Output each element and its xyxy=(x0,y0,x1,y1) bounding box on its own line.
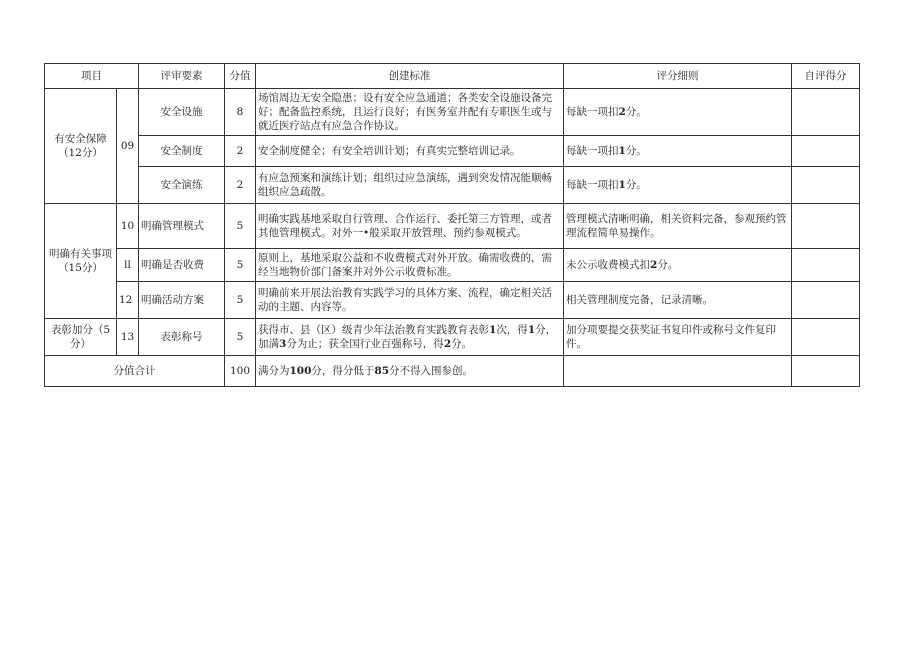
scoring-table xyxy=(44,63,860,387)
self-score-cell[interactable] xyxy=(792,204,860,249)
standard-cell: 明确实践基地采取自行管理、合作运行、委托第三方管理，或者其他管理模式。对外一•般采取开放管理、预约参观模式。 xyxy=(256,204,564,249)
score-cell: 2 xyxy=(225,136,256,167)
total-row xyxy=(45,356,860,387)
standard-number: 1 xyxy=(527,324,536,336)
item-number: 13 xyxy=(117,319,139,356)
self-score-cell[interactable] xyxy=(792,319,860,356)
detail-text: 分。 xyxy=(657,259,679,271)
total-detail xyxy=(564,356,792,387)
element-cell: 明确管理模式 xyxy=(139,204,225,249)
detail-text: 每缺一项扣 xyxy=(566,106,619,118)
total-score: 100 xyxy=(225,356,256,387)
self-score-cell[interactable] xyxy=(792,89,860,136)
element-cell: 安全制度 xyxy=(139,136,225,167)
standard-text: 次，得 xyxy=(496,324,528,336)
header-standard: 创建标准 xyxy=(256,64,564,89)
header-item: 项目 xyxy=(45,64,139,89)
total-standard xyxy=(256,356,564,387)
standard-text: 分，加满 xyxy=(258,324,557,350)
group-bonus: 表彰加分（5分） xyxy=(45,319,117,356)
table-row xyxy=(45,249,860,282)
standard-text: 分不得入围参创。 xyxy=(389,365,474,377)
detail-cell: 加分项要提交获奖证书复印件或称号文件复印件。 xyxy=(564,319,792,356)
detail-cell xyxy=(564,136,792,167)
group-matters: 明确有关事项（15分） xyxy=(45,204,117,319)
table-row xyxy=(45,204,860,249)
self-score-cell[interactable] xyxy=(792,249,860,282)
score-cell: 5 xyxy=(225,319,256,356)
table-row xyxy=(45,136,860,167)
self-score-cell[interactable] xyxy=(792,136,860,167)
standard-text: 满分为 xyxy=(258,365,290,377)
detail-text: 每缺一项扣 xyxy=(566,145,619,157)
score-cell: 5 xyxy=(225,282,256,319)
self-score-cell[interactable] xyxy=(792,356,860,387)
item-number: ll xyxy=(117,249,139,282)
element-cell: 明确是否收费 xyxy=(139,249,225,282)
standard-cell: 有应急预案和演练计划；组织过应急演练，遇到突发情况能顺畅组织应急疏散。 xyxy=(256,167,564,204)
standard-number: 85 xyxy=(374,365,390,377)
score-cell: 5 xyxy=(225,249,256,282)
detail-text: 未公示收费模式扣 xyxy=(566,259,650,271)
score-cell: 8 xyxy=(225,89,256,136)
element-cell: 安全设施 xyxy=(139,89,225,136)
detail-number: 1 xyxy=(618,145,626,157)
detail-number: 1 xyxy=(618,179,626,191)
detail-text: 分。 xyxy=(625,145,647,157)
total-label: 分值合计 xyxy=(45,356,225,387)
element-cell: 安全演练 xyxy=(139,167,225,204)
detail-cell: 管理模式清晰明确，相关资料完备，参观预约管理流程简单易操作。 xyxy=(564,204,792,249)
standard-cell: 原则上，基地采取公益和不收费模式对外开放。确需收费的，需经当地物价部门备案并对外公示收费标准。 xyxy=(256,249,564,282)
standard-cell: 安全制度健全；有安全培训计划；有真实完整培训记录。 xyxy=(256,136,564,167)
standard-number: 100 xyxy=(289,365,312,377)
item-number: 10 xyxy=(117,204,139,249)
item-number: 09 xyxy=(117,89,139,204)
standard-text: 获得市、县（区）级青少年法治教育实践教育表彰 xyxy=(258,324,489,336)
standard-text: 分为止；获全国行业百强称号，得 xyxy=(286,338,444,350)
element-cell: 明确活动方案 xyxy=(139,282,225,319)
item-number: 12 xyxy=(117,282,139,319)
detail-cell xyxy=(564,249,792,282)
self-score-cell[interactable] xyxy=(792,282,860,319)
standard-text: 分，得分低于 xyxy=(311,365,375,377)
self-score-cell[interactable] xyxy=(792,167,860,204)
table-row xyxy=(45,89,860,136)
detail-text: 分。 xyxy=(625,179,647,191)
table-row xyxy=(45,282,860,319)
detail-cell xyxy=(564,167,792,204)
table-row xyxy=(45,319,860,356)
table-row xyxy=(45,167,860,204)
standard-number: 3 xyxy=(279,338,287,350)
standard-number: 2 xyxy=(443,338,452,350)
detail-number: 2 xyxy=(650,259,658,271)
standard-number: 1 xyxy=(489,324,497,336)
header-row xyxy=(45,64,860,89)
detail-number: 2 xyxy=(618,106,626,118)
detail-cell: 相关管理制度完备，记录清晰。 xyxy=(564,282,792,319)
detail-text: 每缺一项扣 xyxy=(566,179,619,191)
header-score: 分值 xyxy=(225,64,256,89)
detail-text: 分。 xyxy=(625,106,647,118)
score-cell: 2 xyxy=(225,167,256,204)
detail-cell xyxy=(564,89,792,136)
header-element: 评审要素 xyxy=(139,64,225,89)
header-detail: 评分细则 xyxy=(564,64,792,89)
standard-cell xyxy=(256,319,564,356)
score-cell: 5 xyxy=(225,204,256,249)
standard-text: 分。 xyxy=(451,338,473,350)
standard-cell: 明确前来开展法治教育实践学习的具体方案、流程，确定相关活动的主题、内容等。 xyxy=(256,282,564,319)
group-safety: 有安全保障（12分） xyxy=(45,89,117,204)
header-self-score: 自评得分 xyxy=(792,64,860,89)
standard-cell: 场馆周边无安全隐患；设有安全应急通道；各类安全设施设备完好；配备监控系统，且运行良好；有医务室并配有专职医生或与就近医疗站点有应急合作协议。 xyxy=(256,89,564,136)
element-cell: 表彰称号 xyxy=(139,319,225,356)
